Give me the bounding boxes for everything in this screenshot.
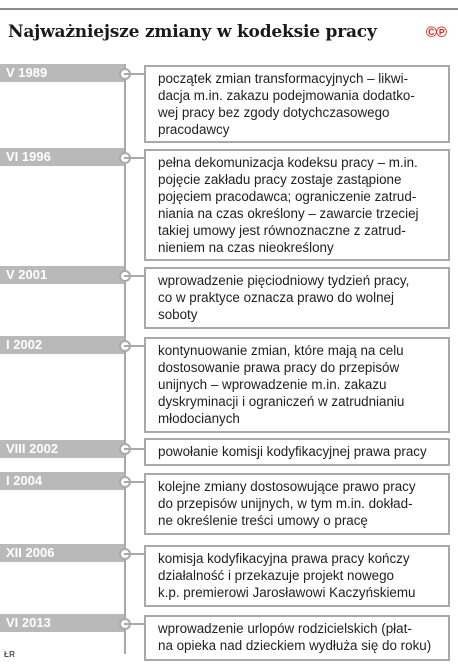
year-label <box>0 336 124 354</box>
event-box <box>144 615 450 661</box>
event-box <box>144 267 450 329</box>
year-label <box>0 148 124 166</box>
year-label <box>0 472 124 490</box>
event-text: wprowadzenie pięciodniowy tydzień pracy, co w praktyce oznacza prawo do wolnej soboty <box>158 273 410 322</box>
event-text: kontynuowanie zmian, które mają na celu dostosowanie prawa pracy do przepisów unijnych – wprowadzenie m.in. zakazu dyskryminacji i ograniczeń w zatrudnianiu młodocianych <box>158 343 405 426</box>
timeline-connector <box>124 275 144 277</box>
timeline-connector <box>124 345 144 347</box>
year-text: XII 2006 <box>6 545 55 560</box>
event-box <box>144 438 450 466</box>
event-box <box>144 149 450 261</box>
event-box <box>144 65 450 143</box>
timeline-connector <box>124 448 144 450</box>
year-text: I 2002 <box>6 337 43 352</box>
year-text: I 2004 <box>6 473 43 488</box>
timeline-connector <box>124 481 144 483</box>
timeline-connector <box>124 73 144 75</box>
event-text: komisja kodyfikacyjna prawa pracy kończy działalność i przekazuje projekt nowego k.p. premierowi Jarosławowi Kaczyńskiemu <box>158 551 416 600</box>
event-box <box>144 473 450 535</box>
event-text: wprowadzenie urlopów rodzicielskich (płat- na opieka nad dzieckiem wydłuża się do roku) <box>158 621 432 653</box>
event-text: kolejne zmiany dostosowujące prawo pracy do przepisów unijnych, w tym m.in. dokład- ne określenie treści umowy o pracę <box>158 479 416 528</box>
year-text: VI 2013 <box>6 615 51 630</box>
page-title: Najważniejsze zmiany w kodeksie pracy <box>8 22 377 42</box>
year-label <box>0 266 124 284</box>
timeline-connector <box>124 553 144 555</box>
source-credit: ŁR <box>4 650 16 659</box>
year-text: V 1989 <box>6 65 48 80</box>
year-text: VI 1996 <box>6 149 51 164</box>
brand-logo: ©℗ <box>425 24 446 41</box>
year-label <box>0 440 124 458</box>
year-label <box>0 64 124 82</box>
year-text: VIII 2002 <box>6 441 59 456</box>
event-box <box>144 545 450 607</box>
event-text: początek zmian transformacyjnych – likwi- dacja m.in. zakazu podejmowania dodatko- wej pracy bez zgody dotychczasowego pracodawcy <box>158 71 415 137</box>
event-box <box>144 337 450 433</box>
year-label <box>0 544 124 562</box>
event-text: pełna dekomunizacja kodeksu pracy – m.in. pojęcie zakładu pracy zostaje zastąpione pojęciem pracodawca; ograniczenie zatrud- niania na czas określony – zawarcie trzeciej takiej umowy jest równoznaczne z zatrud- nieniem na czas nieokreślony <box>158 155 419 255</box>
year-label <box>0 614 124 632</box>
timeline-connector <box>124 157 144 159</box>
year-text: V 2001 <box>6 267 48 282</box>
event-text: powołanie komisji kodyfikacyjnej prawa pracy <box>158 444 427 459</box>
timeline-connector <box>124 623 144 625</box>
